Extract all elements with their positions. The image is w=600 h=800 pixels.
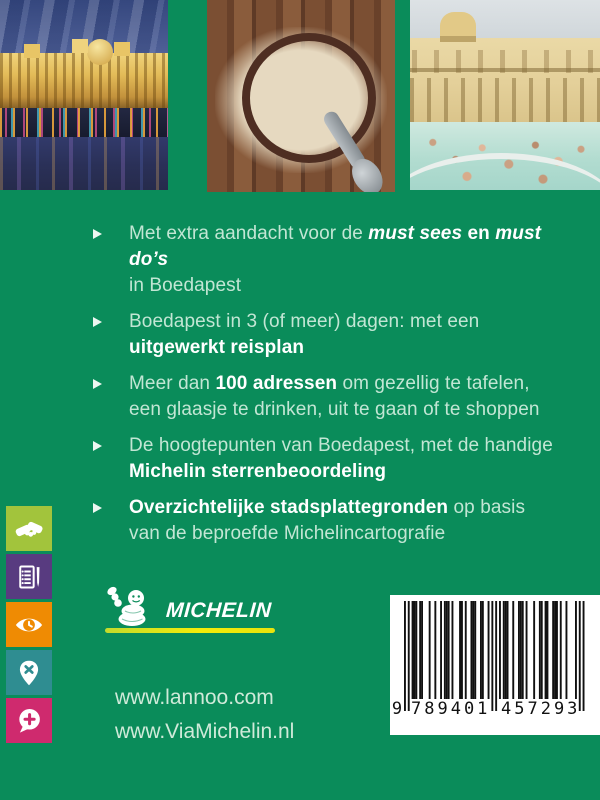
url-viamichelin: www.ViaMichelin.nl xyxy=(115,720,295,743)
bath-pool xyxy=(410,122,600,190)
bullet-item xyxy=(93,221,573,299)
barcode-digit-group1: 789401 xyxy=(411,699,491,719)
photo-buda-castle xyxy=(0,0,168,190)
bullet-text: De hoogtepunten van Boedapest, met de handige Michelin sterrenbeoordeling xyxy=(129,435,553,482)
speech-bubble-plus-icon xyxy=(6,698,52,743)
castle-buildings xyxy=(0,53,168,108)
bullet-arrow-icon xyxy=(93,317,111,327)
publisher-urls xyxy=(115,681,294,749)
barcode-digit-left: 9 xyxy=(391,699,403,719)
bullet-list xyxy=(93,221,573,557)
logo-underline xyxy=(105,628,275,633)
bullet-arrow-icon xyxy=(93,379,111,389)
bullet-item xyxy=(93,309,573,361)
castle-riverbank-lights xyxy=(0,108,168,137)
bullet-arrow-icon xyxy=(93,441,111,451)
michelin-logo xyxy=(103,584,275,634)
bullet-item xyxy=(93,371,573,423)
bibendum-mascot-icon xyxy=(103,586,161,628)
bullet-arrow-icon xyxy=(93,503,111,513)
bullet-text: Boedapest in 3 (of meer) dagen: met een uitgewerkt reisplan xyxy=(129,311,480,358)
barcode-digit-group2: 457293 xyxy=(501,699,581,719)
feature-icon-column xyxy=(6,506,52,746)
notepad-pencil-icon xyxy=(6,554,52,599)
danube-water-reflections xyxy=(0,137,168,190)
photo-goulash xyxy=(207,0,395,192)
eye-clock-icon xyxy=(6,602,52,647)
map-pin-x-icon xyxy=(6,650,52,695)
isbn-barcode xyxy=(390,595,600,735)
bullet-item xyxy=(93,495,573,547)
handshake-icon xyxy=(6,506,52,551)
bullet-arrow-icon xyxy=(93,229,111,239)
bullet-text: Met extra aandacht voor de must sees en must do’s in Boedapest xyxy=(129,223,542,296)
bath-building xyxy=(410,38,600,127)
photo-thermal-bath xyxy=(410,0,600,190)
bullet-item xyxy=(93,433,573,485)
michelin-wordmark: MICHELIN xyxy=(165,599,273,622)
bullet-text: Overzichtelijke stadsplattegronden op basis van de beproefde Michelincartografie xyxy=(129,497,526,544)
bullet-text: Meer dan 100 adressen om gezellig te tafelen, een glaasje te drinken, uit te gaan of te shoppen xyxy=(129,373,540,420)
url-lannoo: www.lannoo.com xyxy=(115,686,274,709)
